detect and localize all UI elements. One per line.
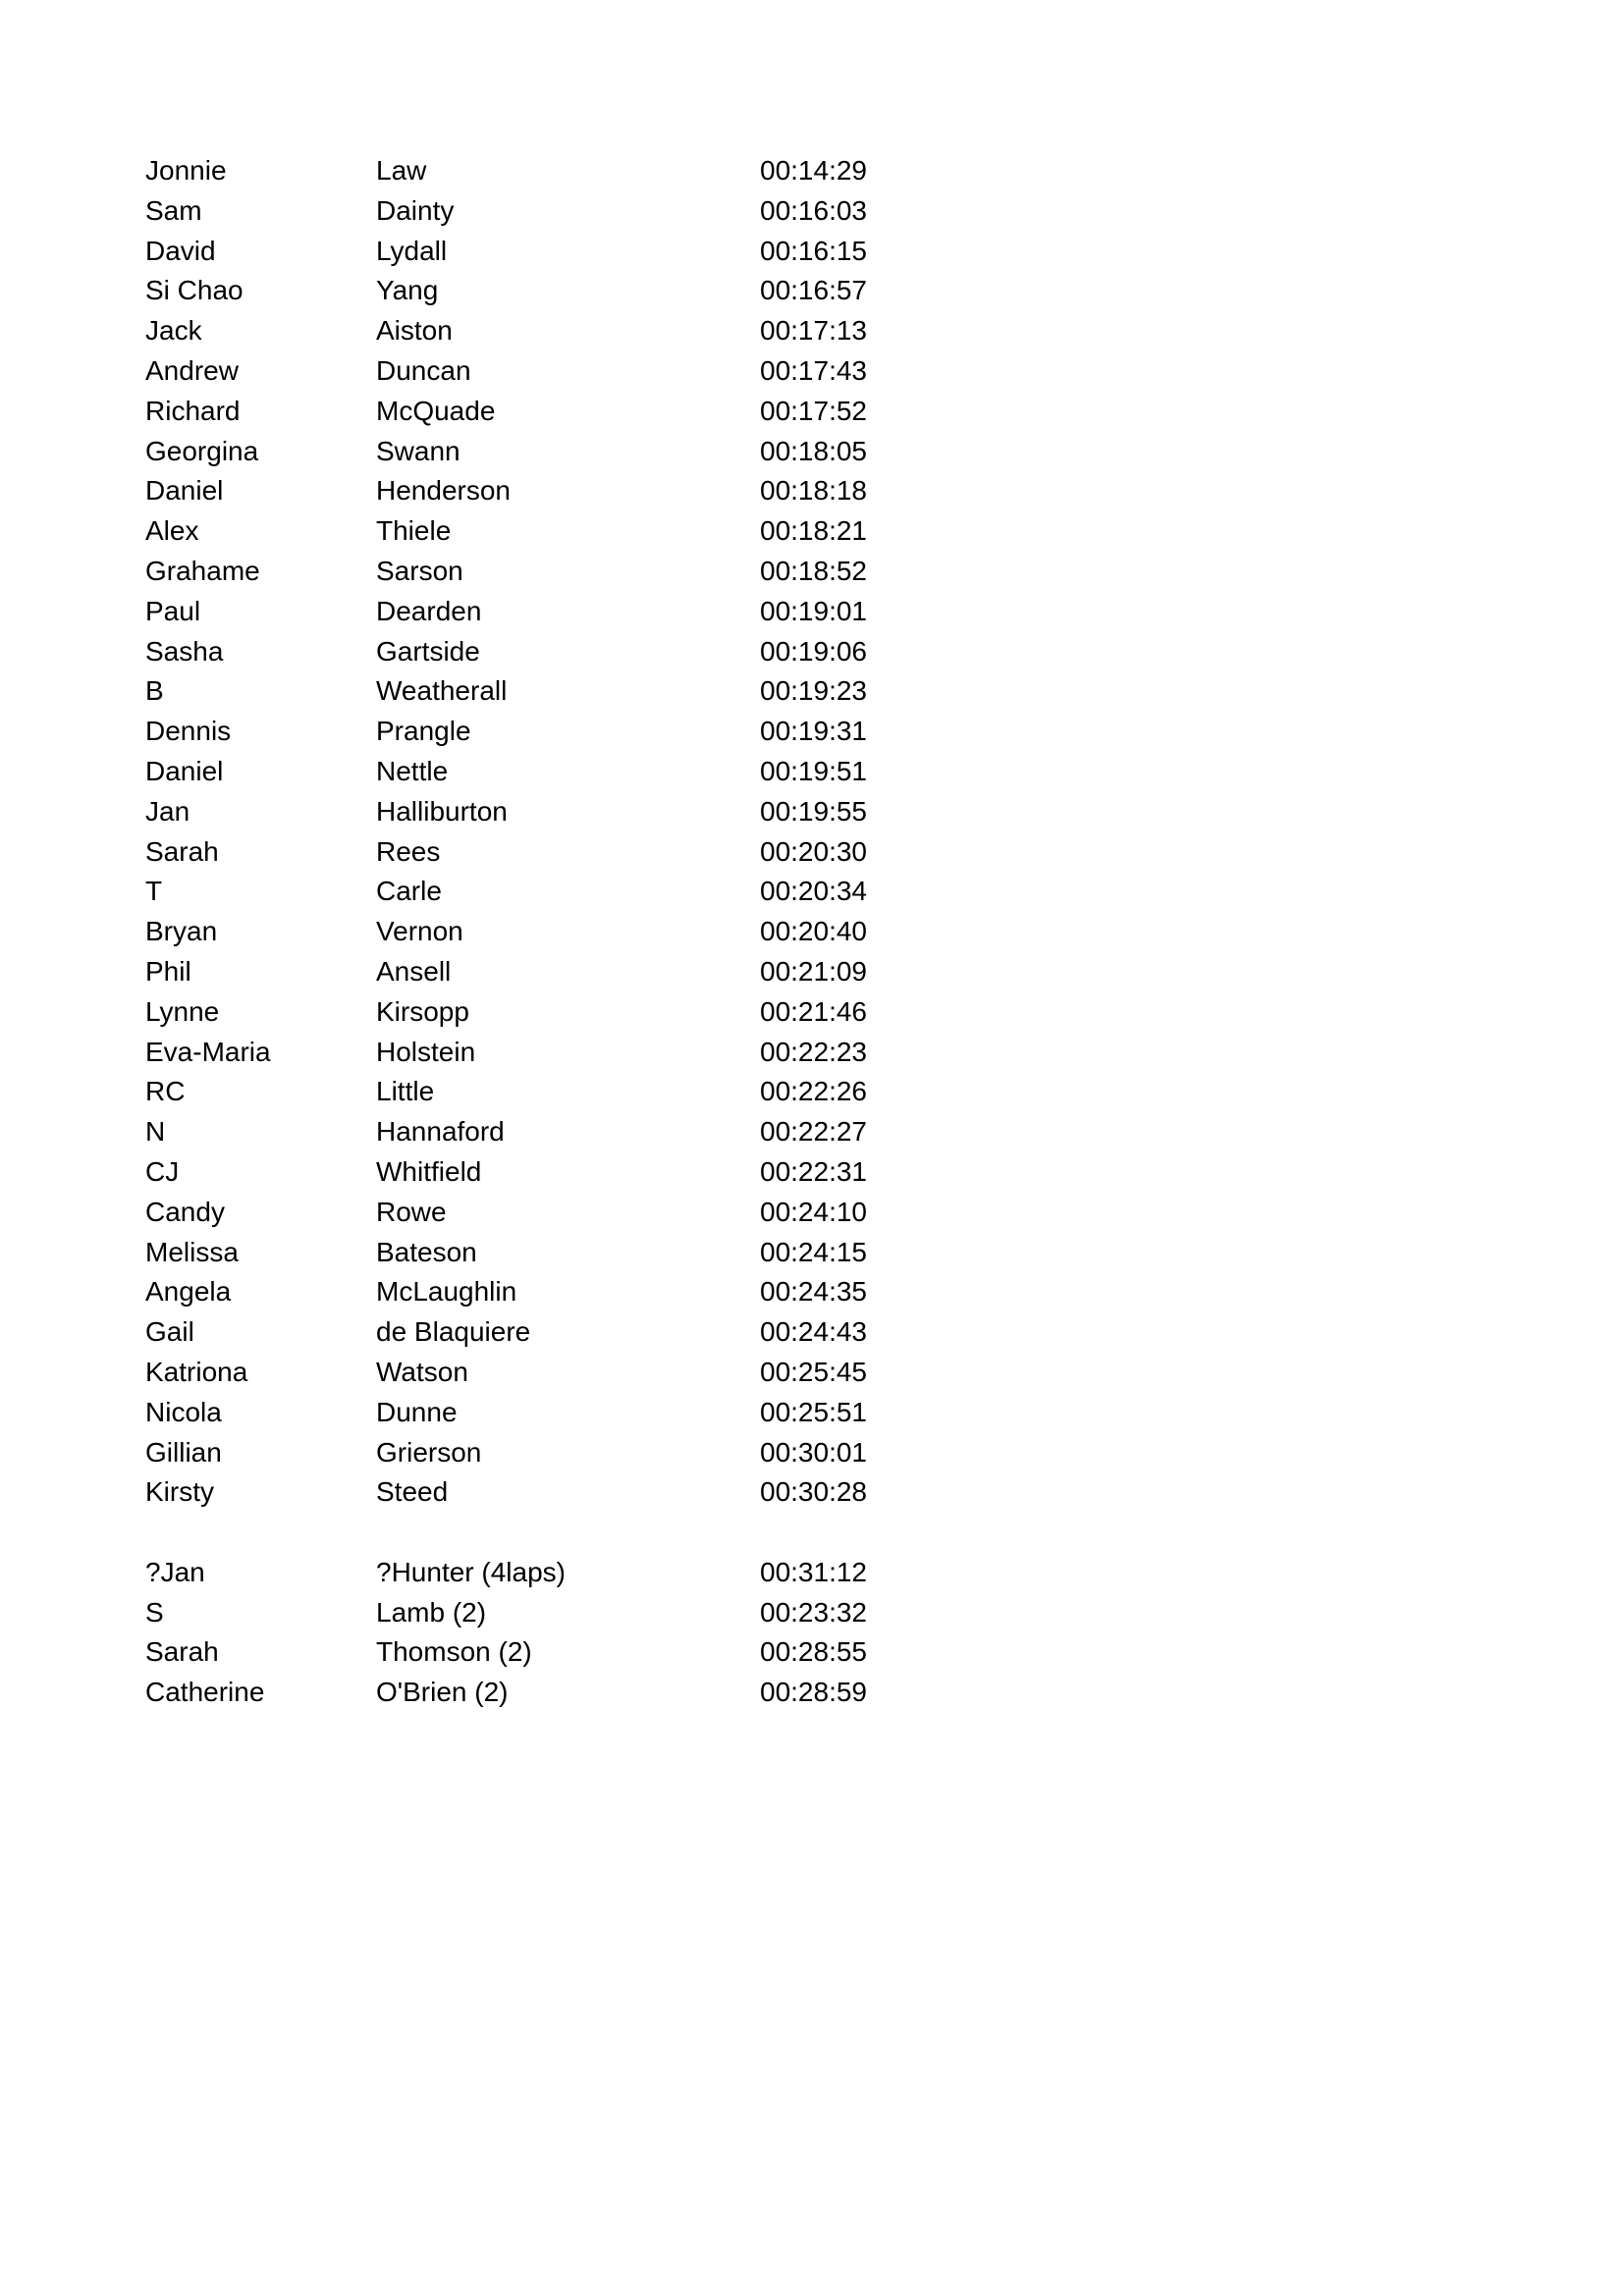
last-name-cell: Lydall xyxy=(376,235,448,266)
last-name-cell: Hannaford xyxy=(376,1116,505,1148)
result-row xyxy=(145,351,1029,392)
result-row xyxy=(145,1393,1029,1433)
section-gap xyxy=(145,1513,1029,1553)
time-cell: 00:18:05 xyxy=(760,435,867,466)
last-name-cell: Ansell xyxy=(376,955,452,987)
extra-results-group xyxy=(145,1553,1029,1713)
first-name-cell: Jan xyxy=(145,795,190,827)
time-cell: 00:17:52 xyxy=(760,395,867,426)
first-name-cell: Daniel xyxy=(145,755,224,786)
result-row xyxy=(145,912,1029,952)
result-row xyxy=(145,471,1029,511)
last-name-cell: Henderson xyxy=(376,475,511,507)
result-row xyxy=(145,712,1029,752)
last-name-cell: Vernon xyxy=(376,916,463,947)
last-name-cell: Holstein xyxy=(376,1036,476,1067)
result-row xyxy=(145,151,1029,191)
first-name-cell: Bryan xyxy=(145,916,218,947)
result-row xyxy=(145,992,1029,1033)
time-cell: 00:24:10 xyxy=(760,1196,867,1227)
time-cell: 00:17:13 xyxy=(760,315,867,347)
result-row xyxy=(145,552,1029,592)
result-row xyxy=(145,271,1029,311)
last-name-cell: de Blaquiere xyxy=(376,1316,531,1348)
last-name-cell: Thomson (2) xyxy=(376,1636,532,1668)
last-name-cell: Thiele xyxy=(376,515,452,547)
time-cell: 00:23:32 xyxy=(760,1596,867,1628)
first-name-cell: B xyxy=(145,675,164,707)
time-cell: 00:19:06 xyxy=(760,635,867,667)
time-cell: 00:17:43 xyxy=(760,354,867,386)
last-name-cell: Sarson xyxy=(376,555,463,586)
time-cell: 00:28:59 xyxy=(760,1677,867,1708)
first-name-cell: ?Jan xyxy=(145,1556,205,1587)
time-cell: 00:30:01 xyxy=(760,1436,867,1468)
time-cell: 00:28:55 xyxy=(760,1636,867,1668)
first-name-cell: Sasha xyxy=(145,635,224,667)
last-name-cell: Weatherall xyxy=(376,675,508,707)
result-row xyxy=(145,1072,1029,1112)
last-name-cell: Little xyxy=(376,1076,435,1107)
first-name-cell: Daniel xyxy=(145,475,224,507)
result-row xyxy=(145,392,1029,432)
last-name-cell: Kirsopp xyxy=(376,995,469,1027)
time-cell: 00:22:23 xyxy=(760,1036,867,1067)
last-name-cell: Carle xyxy=(376,876,442,907)
result-row xyxy=(145,1193,1029,1233)
result-row xyxy=(145,1233,1029,1273)
last-name-cell: Grierson xyxy=(376,1436,482,1468)
first-name-cell: Gail xyxy=(145,1316,194,1348)
time-cell: 00:25:51 xyxy=(760,1396,867,1427)
first-name-cell: CJ xyxy=(145,1155,180,1187)
result-row xyxy=(145,432,1029,472)
result-row xyxy=(145,1632,1029,1673)
result-row xyxy=(145,1593,1029,1633)
result-row xyxy=(145,832,1029,873)
first-name-cell: Dennis xyxy=(145,716,232,747)
last-name-cell: Bateson xyxy=(376,1236,477,1267)
time-cell: 00:19:23 xyxy=(760,675,867,707)
result-row xyxy=(145,671,1029,712)
time-cell: 00:22:26 xyxy=(760,1076,867,1107)
first-name-cell: Richard xyxy=(145,395,241,426)
last-name-cell: Lamb (2) xyxy=(376,1596,487,1628)
first-name-cell: S xyxy=(145,1596,164,1628)
first-name-cell: Alex xyxy=(145,515,199,547)
time-cell: 00:18:52 xyxy=(760,555,867,586)
last-name-cell: Rees xyxy=(376,835,441,867)
time-cell: 00:19:55 xyxy=(760,795,867,827)
result-row xyxy=(145,1312,1029,1353)
last-name-cell: McQuade xyxy=(376,395,496,426)
result-row xyxy=(145,1112,1029,1152)
last-name-cell: Prangle xyxy=(376,716,471,747)
first-name-cell: Jonnie xyxy=(145,155,227,186)
time-cell: 00:24:43 xyxy=(760,1316,867,1348)
first-name-cell: Kirsty xyxy=(145,1476,214,1508)
last-name-cell: Law xyxy=(376,155,427,186)
results-list xyxy=(145,151,1029,1713)
result-row xyxy=(145,1472,1029,1513)
first-name-cell: T xyxy=(145,876,163,907)
first-name-cell: Paul xyxy=(145,595,201,626)
first-name-cell: Melissa xyxy=(145,1236,239,1267)
first-name-cell: Candy xyxy=(145,1196,225,1227)
last-name-cell: Nettle xyxy=(376,755,449,786)
last-name-cell: Whitfield xyxy=(376,1155,482,1187)
first-name-cell: Katriona xyxy=(145,1356,248,1387)
time-cell: 00:19:31 xyxy=(760,716,867,747)
first-name-cell: Lynne xyxy=(145,995,220,1027)
time-cell: 00:16:57 xyxy=(760,275,867,306)
last-name-cell: Aiston xyxy=(376,315,453,347)
time-cell: 00:24:15 xyxy=(760,1236,867,1267)
result-row xyxy=(145,872,1029,912)
time-cell: 00:30:28 xyxy=(760,1476,867,1508)
result-row xyxy=(145,311,1029,351)
last-name-cell: Dunne xyxy=(376,1396,458,1427)
last-name-cell: Rowe xyxy=(376,1196,447,1227)
first-name-cell: Angela xyxy=(145,1276,232,1308)
time-cell: 00:20:40 xyxy=(760,916,867,947)
first-name-cell: Sarah xyxy=(145,1636,219,1668)
first-name-cell: N xyxy=(145,1116,166,1148)
first-name-cell: David xyxy=(145,235,216,266)
first-name-cell: Eva-Maria xyxy=(145,1036,271,1067)
result-row xyxy=(145,1433,1029,1473)
first-name-cell: Nicola xyxy=(145,1396,222,1427)
time-cell: 00:22:27 xyxy=(760,1116,867,1148)
first-name-cell: Jack xyxy=(145,315,202,347)
first-name-cell: Andrew xyxy=(145,354,239,386)
time-cell: 00:16:15 xyxy=(760,235,867,266)
time-cell: 00:22:31 xyxy=(760,1155,867,1187)
result-row xyxy=(145,1033,1029,1073)
last-name-cell: McLaughlin xyxy=(376,1276,517,1308)
last-name-cell: Duncan xyxy=(376,354,471,386)
time-cell: 00:18:18 xyxy=(760,475,867,507)
time-cell: 00:20:34 xyxy=(760,876,867,907)
last-name-cell: Dearden xyxy=(376,595,482,626)
time-cell: 00:19:01 xyxy=(760,595,867,626)
last-name-cell: Watson xyxy=(376,1356,468,1387)
result-row xyxy=(145,952,1029,992)
time-cell: 00:16:03 xyxy=(760,194,867,226)
result-row xyxy=(145,191,1029,232)
first-name-cell: Georgina xyxy=(145,435,259,466)
result-row xyxy=(145,232,1029,272)
result-row xyxy=(145,511,1029,552)
time-cell: 00:18:21 xyxy=(760,515,867,547)
first-name-cell: RC xyxy=(145,1076,186,1107)
first-name-cell: Sarah xyxy=(145,835,219,867)
result-row xyxy=(145,792,1029,832)
last-name-cell: Yang xyxy=(376,275,439,306)
first-name-cell: Gillian xyxy=(145,1436,222,1468)
last-name-cell: Gartside xyxy=(376,635,480,667)
result-row xyxy=(145,1272,1029,1312)
time-cell: 00:31:12 xyxy=(760,1556,867,1587)
first-name-cell: Catherine xyxy=(145,1677,265,1708)
first-name-cell: Sam xyxy=(145,194,202,226)
result-row xyxy=(145,632,1029,672)
result-row xyxy=(145,752,1029,792)
result-row xyxy=(145,1553,1029,1593)
time-cell: 00:25:45 xyxy=(760,1356,867,1387)
time-cell: 00:21:09 xyxy=(760,955,867,987)
time-cell: 00:20:30 xyxy=(760,835,867,867)
result-row xyxy=(145,1673,1029,1713)
result-row xyxy=(145,1353,1029,1393)
time-cell: 00:21:46 xyxy=(760,995,867,1027)
last-name-cell: ?Hunter (4laps) xyxy=(376,1556,566,1587)
first-name-cell: Phil xyxy=(145,955,191,987)
last-name-cell: Steed xyxy=(376,1476,449,1508)
main-results-group xyxy=(145,151,1029,1513)
result-row xyxy=(145,1152,1029,1193)
time-cell: 00:14:29 xyxy=(760,155,867,186)
last-name-cell: O'Brien (2) xyxy=(376,1677,509,1708)
last-name-cell: Halliburton xyxy=(376,795,508,827)
last-name-cell: Dainty xyxy=(376,194,455,226)
time-cell: 00:24:35 xyxy=(760,1276,867,1308)
time-cell: 00:19:51 xyxy=(760,755,867,786)
first-name-cell: Grahame xyxy=(145,555,260,586)
last-name-cell: Swann xyxy=(376,435,460,466)
first-name-cell: Si Chao xyxy=(145,275,244,306)
result-row xyxy=(145,592,1029,632)
